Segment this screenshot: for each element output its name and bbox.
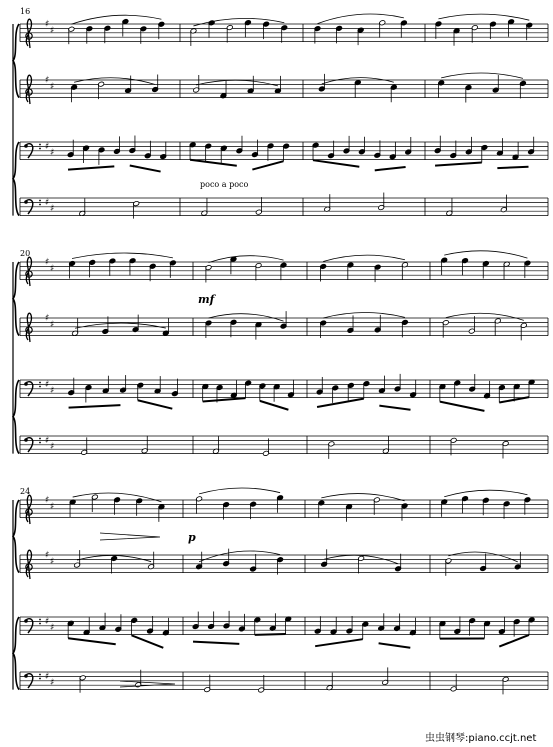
slur [74, 78, 155, 85]
bass-clef-icon [39, 204, 41, 206]
bass-clef-icon [39, 386, 41, 388]
sharp-icon: ♯ [45, 550, 50, 561]
sharp-icon: ♯ [45, 142, 50, 152]
sharp-icon: ♯ [50, 623, 55, 633]
sharp-icon: ♯ [45, 672, 50, 682]
bass-clef-icon [39, 200, 41, 202]
staff-brace [13, 500, 19, 573]
bass-clef-icon [39, 442, 41, 444]
notes [67, 19, 535, 695]
slurs [71, 14, 529, 564]
sharp-icon: ♯ [50, 148, 55, 158]
sharp-icon: ♯ [45, 436, 50, 446]
slur [444, 490, 527, 497]
staff-brace [13, 262, 19, 336]
note-beam [68, 638, 116, 644]
sharp-icon: ♯ [45, 313, 50, 324]
sharp-icon: ♯ [50, 386, 55, 396]
note-beam [313, 160, 359, 167]
clefs [24, 19, 41, 688]
sharp-icon: ♯ [45, 198, 50, 208]
note-beam [190, 160, 237, 166]
bass-clef-icon [39, 674, 41, 676]
measure-number-16: 16 [20, 7, 31, 16]
bass-clef-icon [39, 678, 41, 680]
bass-clef-icon [39, 382, 41, 384]
note-beam [252, 161, 283, 169]
slur [448, 552, 517, 562]
note-beam [317, 399, 364, 407]
system-braces [13, 24, 19, 690]
slur [317, 14, 403, 24]
sharp-icon: ♯ [50, 502, 55, 512]
slur [75, 323, 166, 328]
sharp-icon: ♯ [50, 82, 55, 92]
note-beam [497, 167, 528, 168]
sharp-icon: ♯ [45, 19, 50, 30]
sharp-icon: ♯ [50, 204, 55, 214]
sharp-icon: ♯ [50, 264, 55, 274]
slur [209, 256, 284, 263]
slur [209, 314, 284, 321]
slur [72, 253, 173, 258]
key-signatures [45, 20, 54, 689]
measure-number-20: 20 [20, 249, 31, 258]
bass-clef-icon [39, 438, 41, 440]
slur [199, 551, 280, 562]
note-beam [255, 634, 286, 635]
note-beam [69, 405, 121, 408]
staff-brace [13, 142, 19, 216]
dynamic-mf: mf [198, 293, 215, 306]
expression-poco-a-poco: poco a poco [200, 180, 249, 189]
sharp-icon: ♯ [50, 442, 55, 452]
note-beam [68, 166, 114, 169]
sharp-icon: ♯ [50, 26, 55, 36]
bass-clef-icon [24, 438, 28, 442]
note-beam [138, 400, 173, 408]
watermark-text: 虫虫钢琴:piano.ccjt.net [425, 733, 537, 744]
slur [193, 18, 284, 26]
note-beam [379, 406, 410, 410]
note-beam [132, 635, 164, 647]
bass-clef-icon [24, 382, 28, 386]
note-beam [435, 163, 482, 166]
staff-brace [13, 380, 19, 454]
sharp-icon: ♯ [45, 75, 50, 86]
sharp-icon: ♯ [45, 380, 50, 390]
slur [199, 488, 280, 494]
crescendo-hairpins [100, 533, 175, 687]
slur [323, 255, 405, 261]
note-beam [130, 165, 161, 171]
sharp-icon: ♯ [45, 257, 50, 268]
barlines [13, 24, 548, 690]
slur [446, 313, 524, 320]
bass-clef-icon [24, 619, 28, 623]
note-beam [193, 642, 239, 644]
staff-brace [13, 617, 19, 690]
note-beam [315, 639, 363, 646]
bass-clef-icon [39, 144, 41, 146]
slur [444, 251, 527, 258]
staff-lines [20, 24, 548, 690]
bass-clef-icon [24, 674, 28, 678]
dynamic-p: p [188, 531, 196, 544]
slur [71, 15, 161, 24]
sharp-icon: ♯ [45, 617, 50, 627]
note-beam [260, 401, 289, 410]
sharp-icon: ♯ [50, 557, 55, 567]
bass-clef-icon [24, 144, 28, 148]
sharp-icon: ♯ [50, 320, 55, 330]
staff-brace [13, 24, 19, 98]
sharp-icon: ♯ [50, 678, 55, 688]
bass-clef-icon [39, 623, 41, 625]
slur [196, 80, 278, 86]
measure-number-24: 24 [20, 487, 31, 496]
bass-clef-icon [24, 200, 28, 204]
slur [441, 73, 523, 78]
slur [438, 14, 529, 20]
bass-clef-icon [39, 148, 41, 150]
note-beam [379, 643, 411, 647]
bass-clef-icon [39, 619, 41, 621]
note-beam [375, 167, 406, 170]
slur [323, 313, 405, 318]
note-beam [440, 402, 485, 411]
sharp-icon: ♯ [45, 495, 50, 506]
note-beam [203, 398, 246, 401]
